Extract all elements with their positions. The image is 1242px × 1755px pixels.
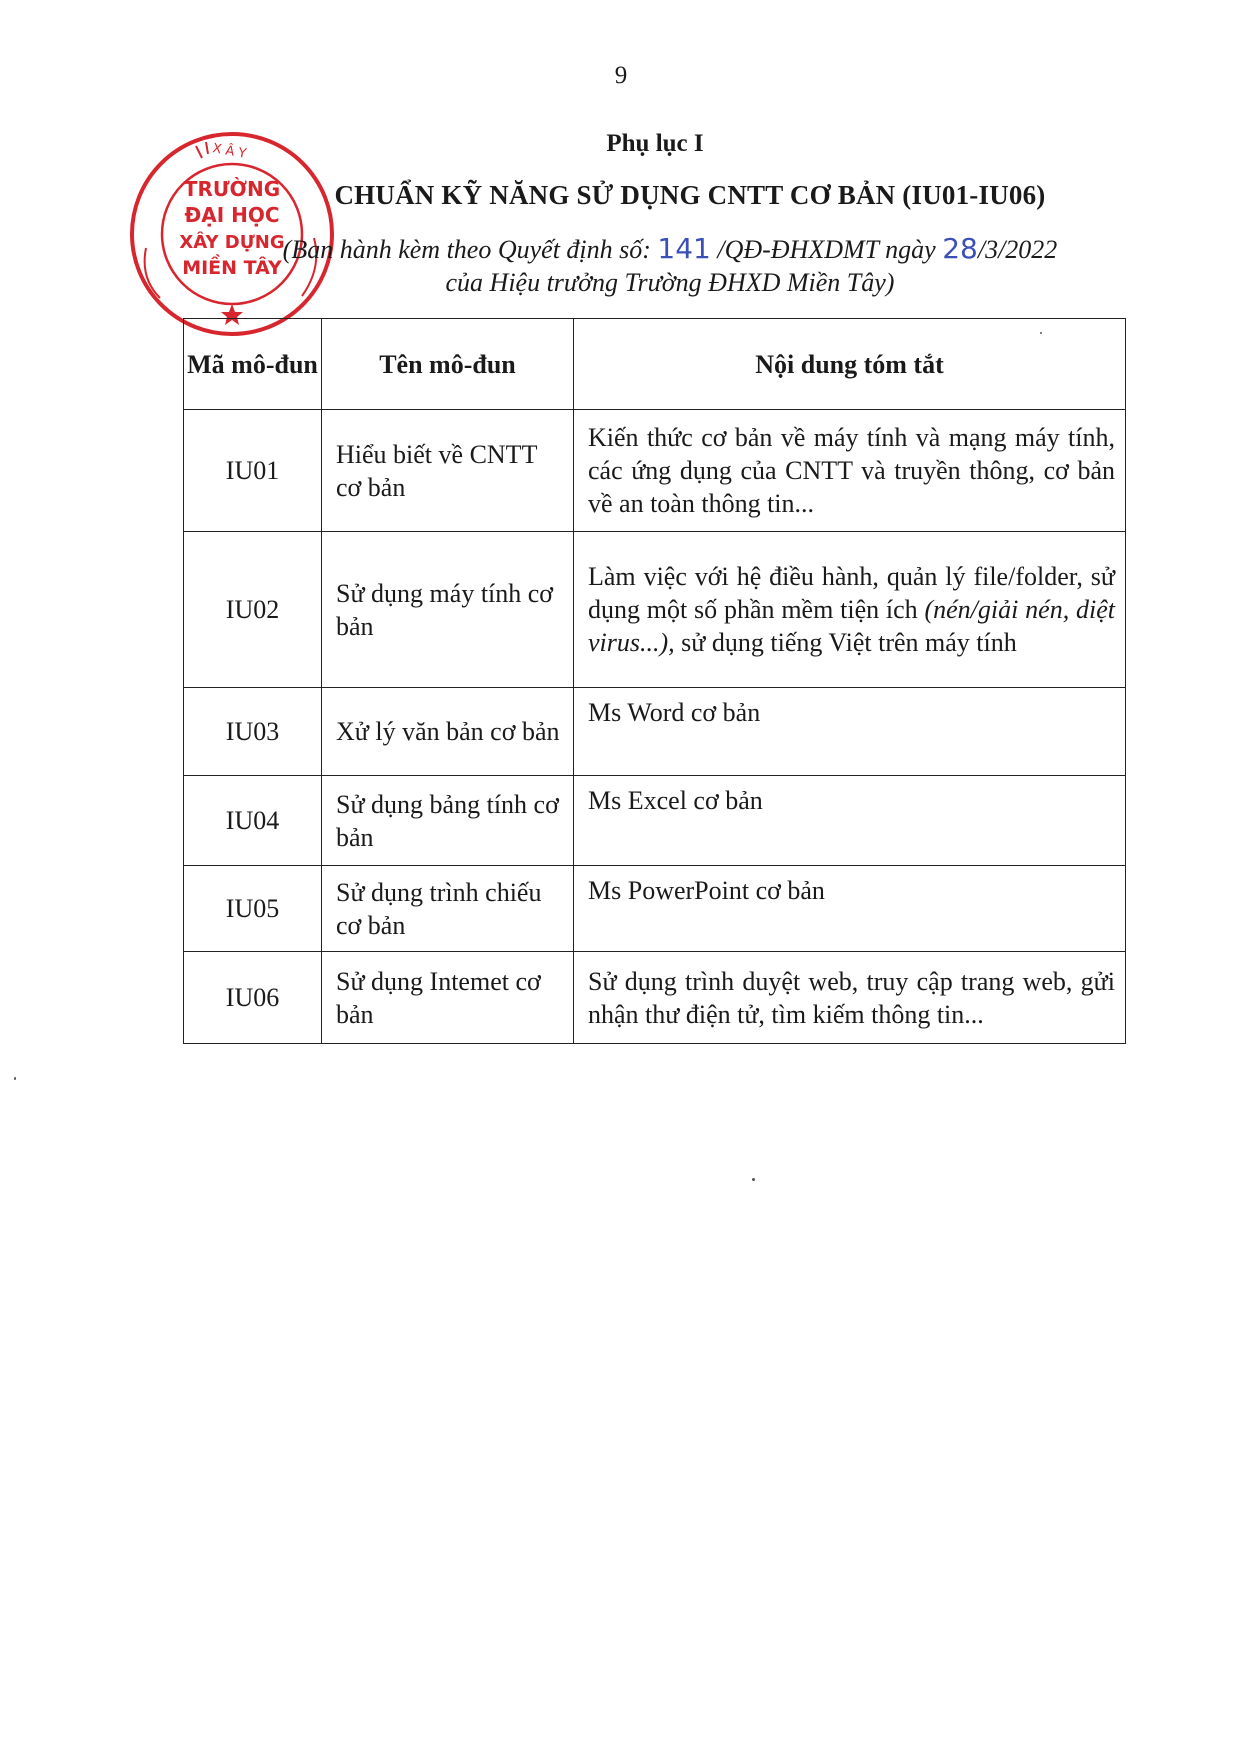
- table-row: [184, 410, 1126, 532]
- subtitle-issuer-line: của Hiệu trưởng Trường ĐHXD Miền Tây): [445, 268, 895, 297]
- cell-code: IU03: [184, 688, 322, 776]
- header-name: Tên mô-đun: [322, 319, 574, 410]
- cell-code: IU01: [184, 410, 322, 532]
- table-row: [184, 952, 1126, 1044]
- cell-desc: Kiến thức cơ bản về máy tính và mạng máy tính, các ứng dụng của CNTT và truyền thông, cơ bản về an toàn thông tin...: [574, 410, 1126, 532]
- decision-number-handwritten: 141: [657, 232, 711, 265]
- cell-name: Sử dụng Intemet cơ bản: [322, 952, 574, 1044]
- scan-speck: [752, 1178, 755, 1181]
- cell-name: Xử lý văn bản cơ bản: [322, 688, 574, 776]
- cell-name: Sử dụng máy tính cơ bản: [322, 532, 574, 688]
- subtitle-decision-line: [230, 232, 1110, 265]
- document-title: CHUẨN KỸ NĂNG SỬ DỤNG CNTT CƠ BẢN (IU01-IU06): [334, 180, 1046, 210]
- cell-desc-part-b: sử dụng tiếng Việt trên máy tính: [674, 628, 1017, 657]
- cell-code: IU04: [184, 776, 322, 866]
- subtitle-mid: /QĐ-ĐHXDMT ngày: [717, 235, 936, 264]
- table-row: [184, 532, 1126, 688]
- cell-desc-italic: (nén/giải nén, diệt virus...),: [588, 595, 1115, 657]
- scan-speck: [14, 1077, 16, 1080]
- cell-name: Hiểu biết về CNTT cơ bản: [322, 410, 574, 532]
- subtitle-suffix: /3/2022: [977, 235, 1058, 264]
- cell-name: Sử dụng bảng tính cơ bản: [322, 776, 574, 866]
- table-row: [184, 688, 1126, 776]
- decision-day-handwritten: 28: [942, 232, 978, 265]
- cell-name: Sử dụng trình chiếu cơ bản: [322, 866, 574, 952]
- module-table: [183, 318, 1126, 1044]
- cell-desc: [574, 532, 1126, 688]
- seal-text-xaydung: XÂY DỰNG: [179, 232, 285, 253]
- seal-text-daihoc: ĐẠI HỌC: [184, 203, 280, 227]
- header-code: Mã mô-đun: [184, 319, 322, 410]
- svg-text:X Â Y: X Â Y: [211, 141, 248, 162]
- page-number: 9: [614, 62, 628, 89]
- seal-text-truong: TRƯỜNG: [183, 177, 281, 201]
- cell-desc-part-a: Làm việc với hệ điều hành, quản lý file/folder, sử dụng một số phần mềm tiện ích: [588, 562, 1115, 624]
- scan-speck: [1040, 332, 1042, 334]
- table-row: [184, 776, 1126, 866]
- cell-code: IU02: [184, 532, 322, 688]
- cell-desc: Ms Excel cơ bản: [574, 776, 1126, 866]
- seal-text-mientay: MIỀN TÂY: [182, 257, 282, 279]
- cell-desc: Ms PowerPoint cơ bản: [574, 866, 1126, 952]
- table-row: [184, 866, 1126, 952]
- appendix-title: Phụ lục I: [606, 130, 704, 157]
- cell-code: IU06: [184, 952, 322, 1044]
- cell-desc: Sử dụng trình duyệt web, truy cập trang web, gửi nhận thư điện tử, tìm kiếm thông tin...: [574, 952, 1126, 1044]
- subtitle-prefix: (Ban hành kèm theo Quyết định số:: [282, 235, 651, 264]
- cell-code: IU05: [184, 866, 322, 952]
- cell-desc: Ms Word cơ bản: [574, 688, 1126, 776]
- header-desc: Nội dung tóm tắt: [574, 319, 1126, 410]
- table-header-row: [184, 319, 1126, 410]
